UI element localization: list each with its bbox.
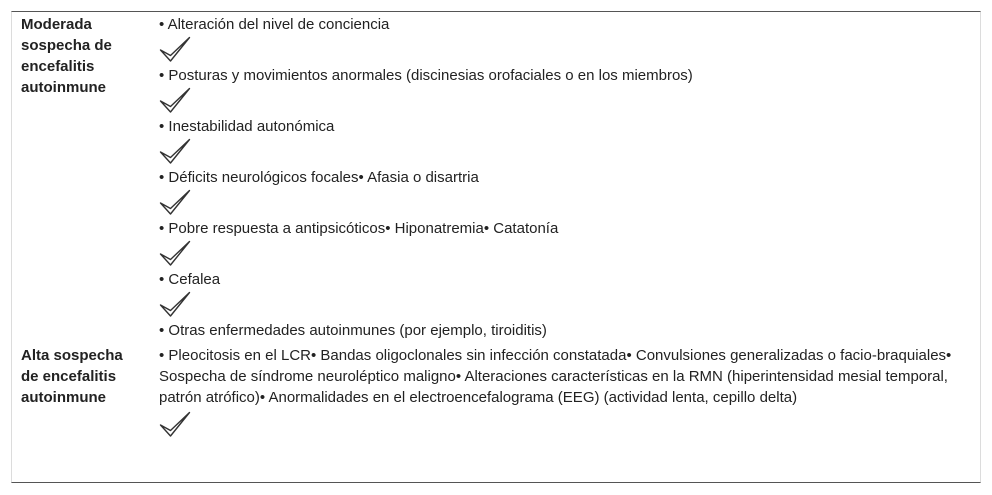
list-item: • Déficits neurológicos focales• Afasia o disartria [159,169,479,186]
criteria-paragraph: • Pleocitosis en el LCR• Bandas oligoclonales sin infección constatada• Convulsiones generalizadas o facio-braquiales• Sospecha de síndrome neuroléptico maligno• Alteraciones características en la RMN (hiperintensidad mesial temporal, patrón atrófico)• Anormalidades en el electroencefalograma (EEG) (actividad lenta, cepillo delta) [159,347,952,406]
list-item: • Pobre respuesta a antipsicóticos• Hiponatremia• Catatonía [159,220,559,237]
row-content-moderate [159,14,959,341]
checkmark-icon [159,240,191,267]
checkmark-icon [159,189,191,216]
row-content-high [159,345,959,440]
list-item: • Cefalea [159,271,221,288]
checkmark-icon [159,36,191,63]
list-item: • Otras enfermedades autoinmunes (por ejemplo, tiroiditis) [159,322,547,339]
row-label-high: Alta sospecha de encefalitis autoinmune [21,347,123,406]
criteria-table [11,11,981,483]
list-item: • Inestabilidad autonómica [159,118,335,135]
checkmark-icon [159,138,191,165]
row-label-moderate: Moderada sospecha de encefalitis autoinmune [21,16,112,96]
checkmark-icon [159,291,191,318]
checkmark-icon [159,87,191,114]
checkmark-icon [159,411,191,438]
list-item: • Posturas y movimientos anormales (discinesias orofaciales o en los miembros) [159,67,693,84]
list-item: • Alteración del nivel de conciencia [159,16,390,33]
